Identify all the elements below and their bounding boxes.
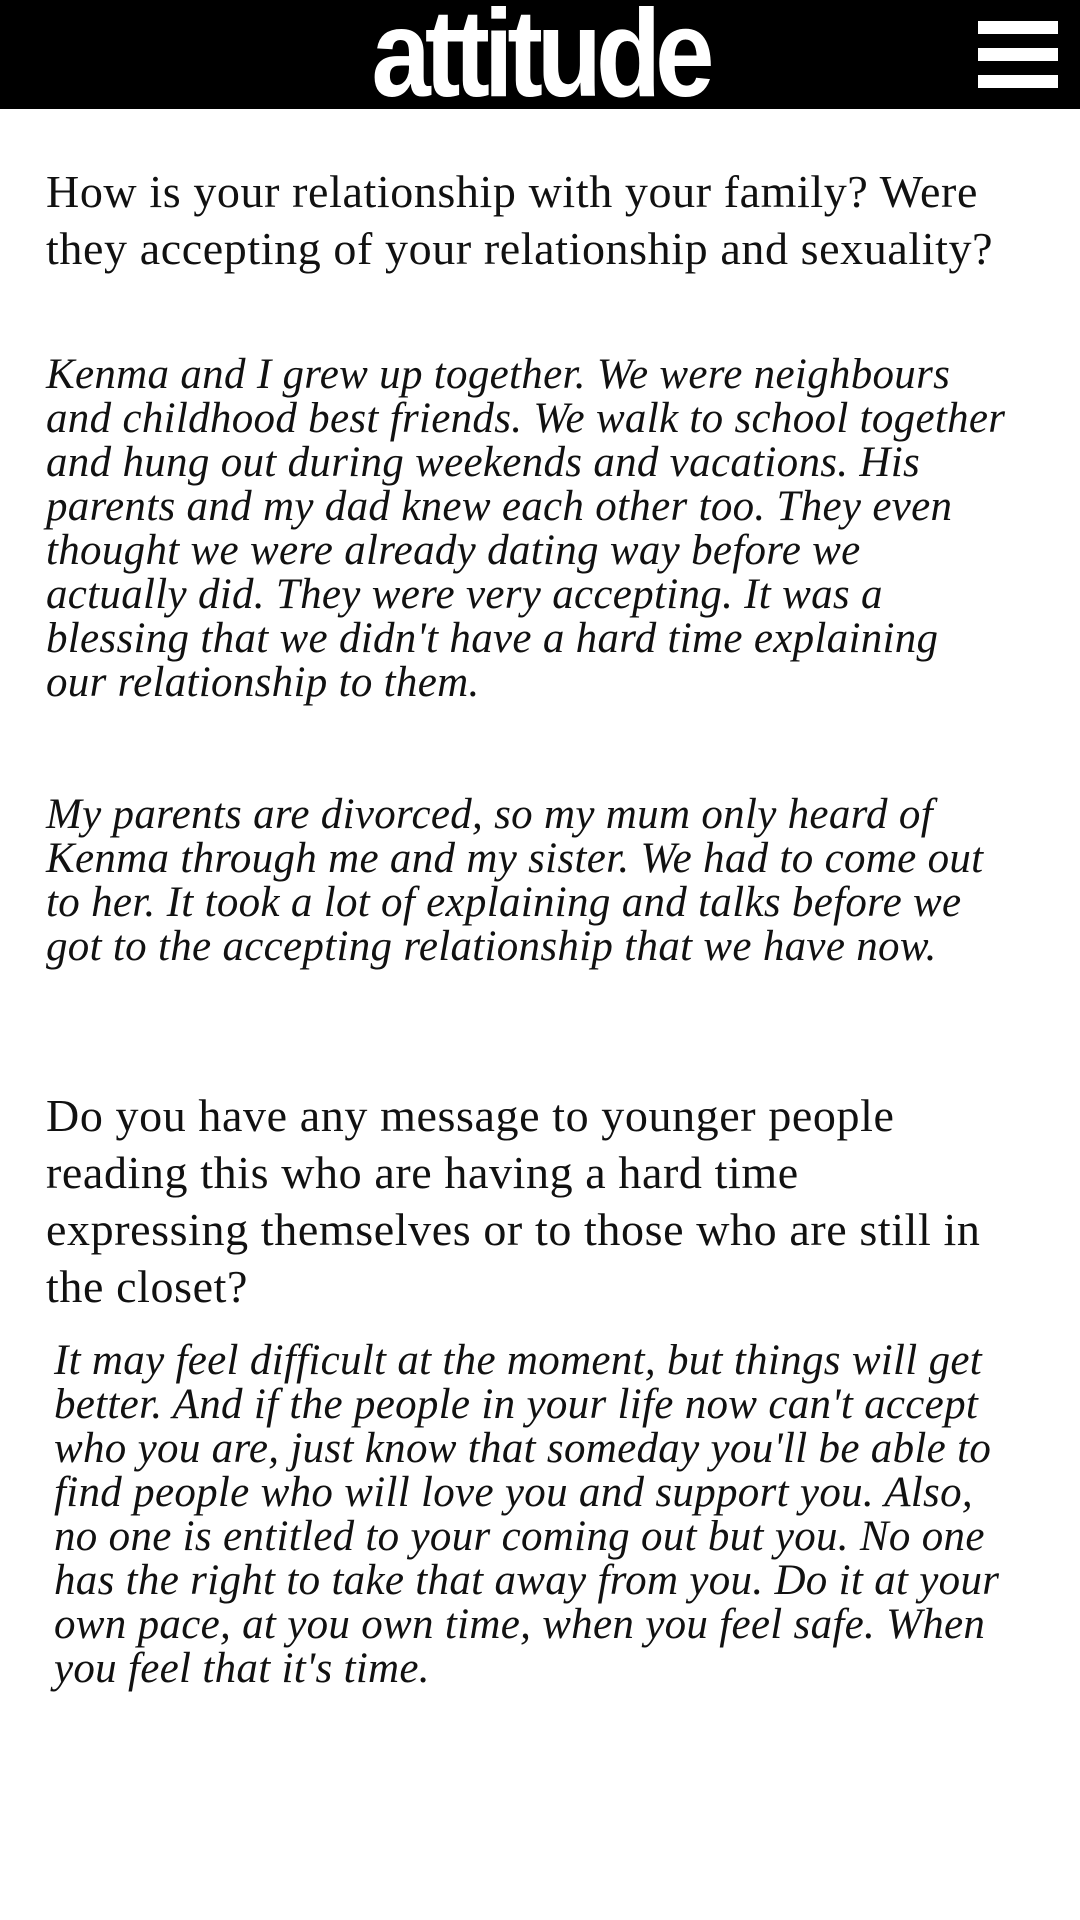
answer-paragraph: Kenma and I grew up together. We were neighbours and childhood best friends. We walk to school together and hung out during weekends and vacations. His parents and my dad knew each other too. They even thought we were already dating way before we actually did. They were very accepting. It was a blessing that we didn't have a hard time explaining our relationship to them. <box>46 351 1006 706</box>
question-message-to-younger-people: Do you have any message to younger people reading this who are having a hard time expressing themselves or to those who are still in the closet? <box>46 1090 981 1312</box>
hamburger-menu-icon <box>978 21 1058 34</box>
hamburger-menu-icon-bar <box>978 75 1058 88</box>
question-family-relationship: How is your relationship with your family? Were they accepting of your relationship and sexuality? <box>46 166 994 274</box>
menu-button[interactable] <box>972 14 1060 94</box>
attitude-logo[interactable]: attitude <box>371 0 709 123</box>
top-bar <box>0 0 1080 123</box>
answer-paragraph: It may feel difficult at the moment, but things will get better. And if the people in your life now can't accept who you are, just know that someday you'll be able to find people who will love you and support you. Also, no one is entitled to your coming out but you. No one has the right to take that away from you. Do it at your own pace, at you own time, when you feel safe. When you feel that it's time. <box>54 1337 1000 1692</box>
article-body <box>0 109 1080 1920</box>
answer-paragraph: My parents are divorced, so my mum only heard of Kenma through me and my sister. We had to come out to her. It took a lot of explaining and talks before we got to the accepting relationship that we have now. <box>46 791 984 970</box>
hamburger-menu-icon-bar <box>978 48 1058 61</box>
